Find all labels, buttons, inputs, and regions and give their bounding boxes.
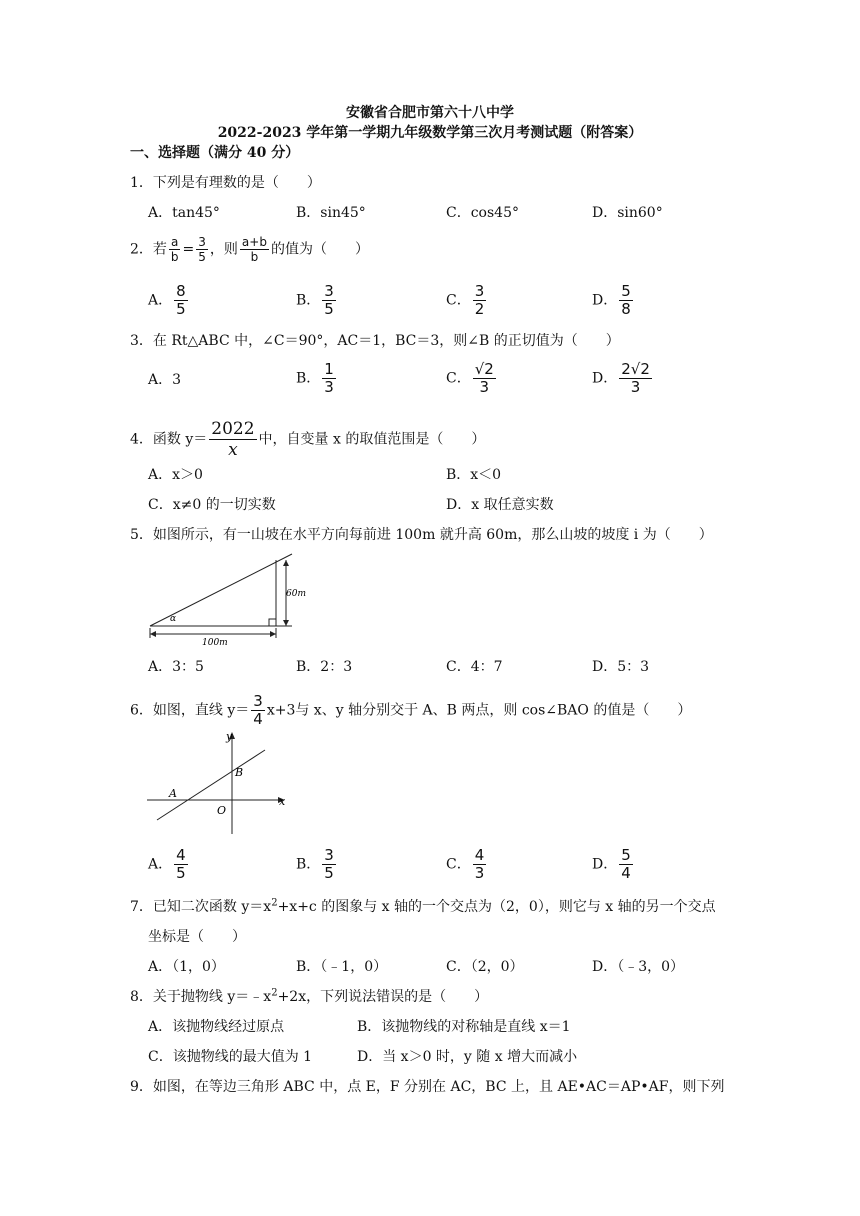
school-name: 安徽省合肥市第六十八中学 [346,105,514,121]
q2-option-a: A． $\frac{8}{5}$ [148,282,186,318]
origin-label: O [217,804,227,817]
angle-label: α [170,614,177,624]
fraction: $\frac{a}{b}$ [170,235,179,264]
q5-option-a: A．3：5 [148,659,204,675]
q5-option-b: B．2：3 [296,659,353,675]
q8-option-a: A．该抛物线经过原点 [148,1019,285,1035]
question-4: 4．函数 y＝ $\frac{2022}{x}$ 中，自变量 x 的取值范围是（ ） [130,419,486,460]
point-a-label: A [169,787,177,800]
q1-option-d: D．sin60° [592,205,663,221]
line-ab [157,750,265,820]
q3-option-d: D． $\frac{2√2}{3}$ [592,360,650,396]
question-6: 6．如图，直线 y＝ $\frac{3}{4}$ x+3与 x、y 轴分别交于 A、B 两点，则 cos∠BAO 的值是（ ） [130,692,692,728]
height-label: 60m [286,589,306,599]
q3-option-b: B． $\frac{1}{3}$ [296,360,334,396]
q1-option-a: A．tan45° [148,205,220,221]
x-axis-label: x [279,795,286,808]
slope-figure [140,548,320,648]
q2-option-d: D． $\frac{5}{8}$ [592,282,631,318]
q6-option-a: A． $\frac{4}{5}$ [148,846,186,882]
q1-option-c: C．cos45° [446,205,519,221]
q8-option-d: D．当 x＞0 时，y 随 x 增大而减小 [357,1049,578,1065]
q7-option-d: D．（﹣3，0） [592,959,685,975]
question-7: 7．已知二次函数 $y=x^2+x+c$ 的图象与 x 轴的一个交点为（2，0），则它与 x 轴的另一个交点 [130,897,716,915]
question-2: 2．若 $\frac{a}{b}$ = $\frac{3}{5}$ ，则 $\frac{a+b}{b}$ 的值为（ ） [130,235,369,264]
question-3: 3．在 Rt△ABC 中，∠C＝90°，AC＝1，BC＝3，则∠B 的正切值为（ ） [130,333,620,349]
question-7-line2: 坐标是（ ） [148,929,246,945]
fraction: $\frac{3}{5}$ [198,235,206,264]
point-b-label: B [235,766,244,779]
question-8: 8．关于抛物线 $y=﹣x^2+2x$，下列说法错误的是（ ） [130,987,489,1005]
q8-option-b: B．该抛物线的对称轴是直线 x＝1 [357,1019,571,1035]
q7-option-b: B．（﹣1，0） [296,959,388,975]
q4-option-d: D．x 取任意实数 [446,497,554,513]
y-axis-label: y [226,730,233,743]
q7-option-a: A．（1，0） [148,959,225,975]
q5-option-c: C．4：7 [446,659,503,675]
q4-option-b: B．x＜0 [446,467,502,483]
question-1 [130,174,321,192]
q1-option-b: B．sin45° [296,205,366,221]
q2-option-b: B． $\frac{3}{5}$ [296,282,334,318]
q2-option-c: C． $\frac{3}{2}$ [446,282,485,318]
q4-option-a: A．x＞0 [148,467,203,483]
question-number: 1． [130,175,153,191]
q5-option-d: D．5：3 [592,659,650,675]
q4-option-c: C．x≠0 的一切实数 [148,497,276,513]
q3-option-c: C． $\frac{√2}{3}$ [446,360,494,396]
q6-option-b: B． $\frac{3}{5}$ [296,846,334,882]
question-9: 9．如图，在等边三角形 ABC 中，点 E，F 分别在 AC，BC 上，且 AE•AC＝AP•AF，则下列 [130,1079,725,1095]
q3-option-a: A．3 [148,372,182,388]
base-label: 100m [202,638,228,648]
section-heading: 一、选择题（满分 40 分） [130,145,300,161]
q6-option-c: C． $\frac{4}{3}$ [446,846,485,882]
fraction: $\frac{a+b}{b}$ [241,235,267,264]
question-5: 5．如图所示，有一山坡在水平方向每前进 100m 就升高 60m，那么山坡的坡度 i 为（ ） [130,527,713,543]
q7-option-c: C．（2，0） [446,959,524,975]
q8-option-c: C．该抛物线的最大值为 1 [148,1049,313,1065]
question-text: 下列是有理数的是（ ） [152,175,321,191]
coordinate-figure [145,728,295,838]
right-angle-mark [269,619,276,626]
q6-option-d: D． $\frac{5}{4}$ [592,846,631,882]
exam-title: 2022-2023 学年第一学期九年级数学第三次月考测试题（附答案） [217,125,643,141]
